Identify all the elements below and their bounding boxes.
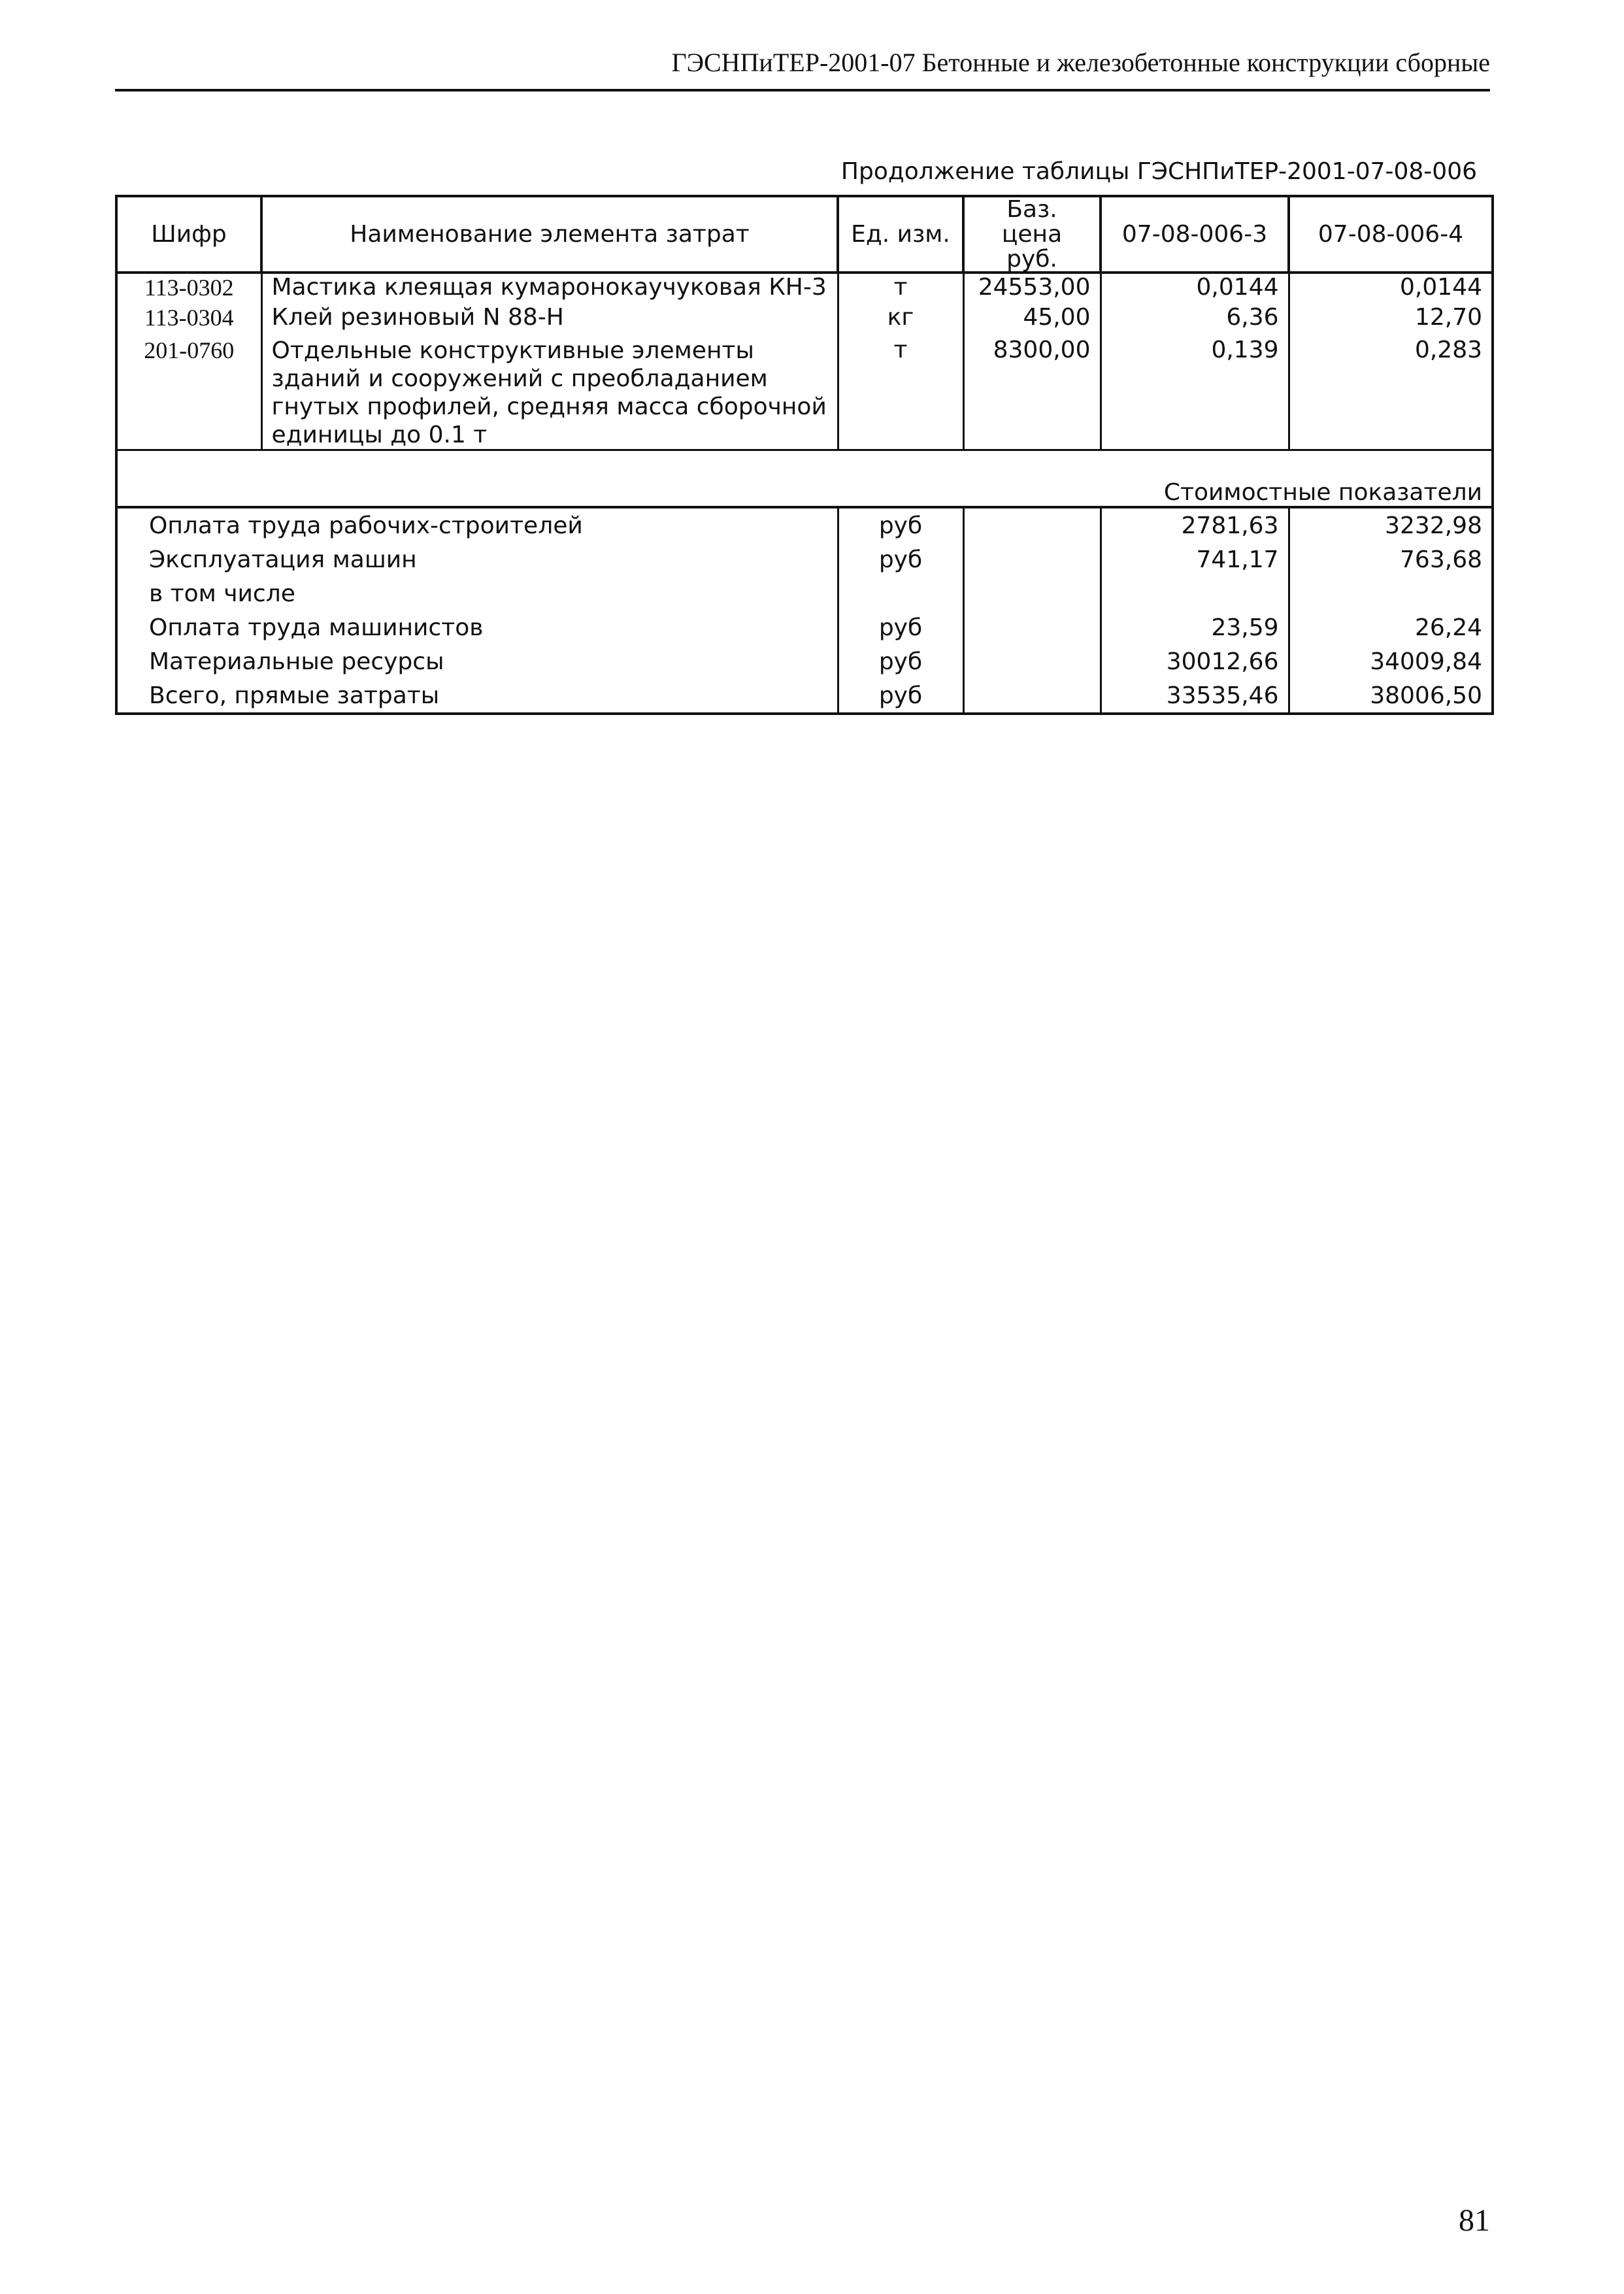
header-rule — [115, 89, 1490, 91]
total-empty-cell — [963, 644, 1101, 678]
total-unit: руб — [838, 507, 963, 542]
total-empty-cell — [963, 576, 1101, 610]
total-name: Материальные ресурсы — [116, 644, 838, 678]
total-empty-cell — [963, 678, 1101, 714]
table-header-row — [116, 196, 1493, 273]
total-name: Оплата труда рабочих-строителей — [116, 507, 838, 542]
total-unit: руб — [838, 678, 963, 714]
total-empty-cell — [963, 507, 1101, 542]
resource-value-07-08-006-4: 0,0144 — [1289, 273, 1493, 304]
column-header-07-08-006-3: 07-08-006-3 — [1101, 196, 1289, 273]
column-header-07-08-006-4: 07-08-006-4 — [1289, 196, 1493, 273]
resource-name: Клей резиновый N 88-Н — [261, 304, 838, 337]
total-row — [116, 678, 1493, 714]
total-row — [116, 644, 1493, 678]
total-unit: руб — [838, 610, 963, 644]
page-number: 81 — [1459, 2203, 1490, 2238]
resource-base-price: 8300,00 — [963, 337, 1101, 450]
section-title: Стоимостные показатели — [116, 450, 1493, 508]
resource-value-07-08-006-4: 12,70 — [1289, 304, 1493, 337]
resource-code: 113-0304 — [116, 304, 261, 337]
total-unit: руб — [838, 542, 963, 576]
column-header-name: Наименование элемента затрат — [261, 196, 838, 273]
resource-unit: т — [838, 337, 963, 450]
total-value-07-08-006-3: 2781,63 — [1101, 507, 1289, 542]
resource-unit: т — [838, 273, 963, 304]
total-name: Оплата труда машинистов — [116, 610, 838, 644]
column-header-unit: Ед. изм. — [838, 196, 963, 273]
total-value-07-08-006-4: 26,24 — [1289, 610, 1493, 644]
total-row — [116, 542, 1493, 576]
resource-name: Мастика клеящая кумаронокаучуковая КН-3 — [261, 273, 838, 304]
resource-base-price: 24553,00 — [963, 273, 1101, 304]
cost-table — [115, 195, 1494, 715]
resource-value-07-08-006-3: 0,0144 — [1101, 273, 1289, 304]
table-row — [116, 337, 1493, 450]
resource-value-07-08-006-3: 6,36 — [1101, 304, 1289, 337]
column-header-base-price: Баз. цена руб. — [963, 196, 1101, 273]
section-row — [116, 450, 1493, 508]
total-row — [116, 507, 1493, 542]
resource-value-07-08-006-4: 0,283 — [1289, 337, 1493, 450]
total-value-07-08-006-4: 34009,84 — [1289, 644, 1493, 678]
table-row — [116, 304, 1493, 337]
total-value-07-08-006-4: 3232,98 — [1289, 507, 1493, 542]
table-continuation-caption: Продолжение таблицы ГЭСНПиТЕР-2001-07-08-006 — [840, 158, 1477, 185]
total-value-07-08-006-4: 38006,50 — [1289, 678, 1493, 714]
total-value-07-08-006-3: 30012,66 — [1101, 644, 1289, 678]
total-empty-cell — [963, 542, 1101, 576]
total-value-07-08-006-3: 741,17 — [1101, 542, 1289, 576]
resource-code: 113-0302 — [116, 273, 261, 304]
column-header-code: Шифр — [116, 196, 261, 273]
resource-unit: кг — [838, 304, 963, 337]
resource-name: Отдельные конструктивные элементы зданий и сооружений с преобладанием гнутых профилей, средняя масса сборочной единицы до 0.1 т — [261, 337, 838, 450]
total-empty-cell — [963, 610, 1101, 644]
total-empty-cell — [1101, 576, 1289, 610]
total-empty-cell — [1289, 576, 1493, 610]
table-row — [116, 273, 1493, 304]
total-value-07-08-006-3: 23,59 — [1101, 610, 1289, 644]
page-header-title: ГЭСНПиТЕР-2001-07 Бетонные и железобетонные конструкции сборные — [671, 48, 1490, 77]
resource-base-price: 45,00 — [963, 304, 1101, 337]
resource-value-07-08-006-3: 0,139 — [1101, 337, 1289, 450]
total-value-07-08-006-4: 763,68 — [1289, 542, 1493, 576]
total-row — [116, 576, 1493, 610]
total-unit: руб — [838, 644, 963, 678]
total-name: Всего, прямые затраты — [116, 678, 838, 714]
total-empty-cell — [838, 576, 963, 610]
resource-code: 201-0760 — [116, 337, 261, 450]
total-row — [116, 610, 1493, 644]
total-value-07-08-006-3: 33535,46 — [1101, 678, 1289, 714]
total-name: в том числе — [116, 576, 838, 610]
total-name: Эксплуатация машин — [116, 542, 838, 576]
